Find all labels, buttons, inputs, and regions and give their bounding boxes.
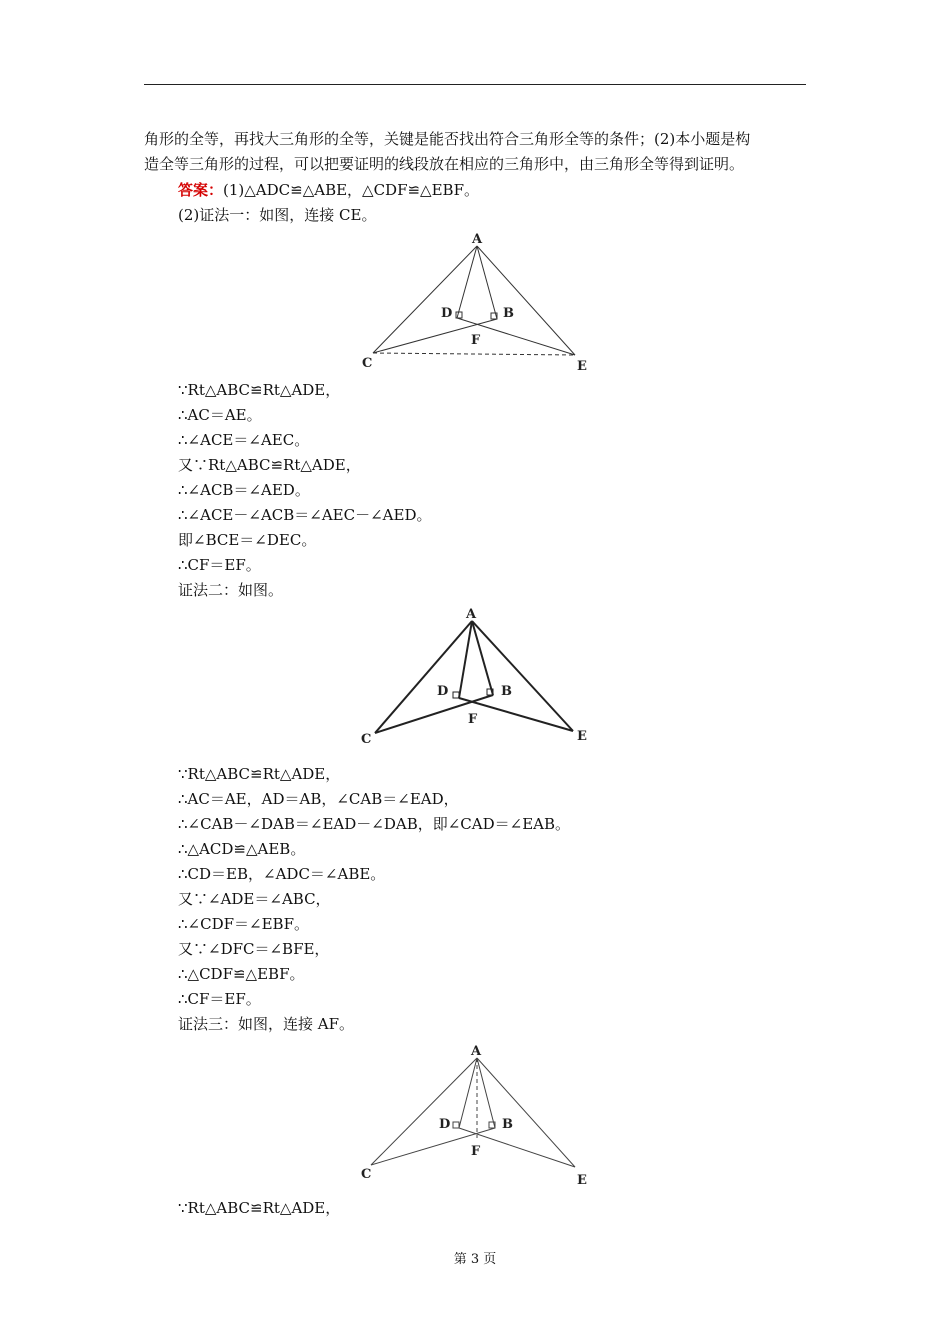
line-CE-dashed — [373, 353, 575, 355]
proof2-line: 又∵∠ADE＝∠ABC， — [178, 890, 331, 908]
proof2-line: 又∵∠DFC＝∠BFE， — [178, 940, 330, 958]
proof1-line: ∴∠ACB＝∠AED。 — [178, 481, 310, 499]
label-A: A — [466, 607, 477, 622]
proof2-line: ∴△ACD≌△AEB。 — [178, 840, 306, 858]
proof2-line: ∴CF＝EF。 — [178, 990, 261, 1008]
figure-3-diagram — [355, 1040, 595, 1190]
answer-label: 答案： — [178, 181, 224, 199]
proof1-line: ∴AC＝AE。 — [178, 406, 262, 424]
label-D: D — [437, 684, 449, 699]
proof1-line: ∵Rt△ABC≌Rt△ADE， — [178, 381, 341, 399]
answer-part1: (1)△ADC≌△ABE，△CDF≌△EBF。 — [223, 181, 479, 199]
answer-line — [178, 180, 479, 200]
label-C: C — [361, 1167, 372, 1182]
line-AC — [375, 621, 472, 733]
label-E: E — [577, 1173, 587, 1188]
proof2-line: ∴∠CAB－∠DAB＝∠EAD－∠DAB，即∠CAD＝∠EAB。 — [178, 815, 571, 833]
proof2-line: ∴∠CDF＝∠EBF。 — [178, 915, 309, 933]
proof2-line: ∴AC＝AE，AD＝AB，∠CAB＝∠EAD， — [178, 790, 459, 808]
method2-intro: 证法二：如图。 — [178, 581, 284, 599]
intro-paragraph — [144, 127, 806, 177]
header-rule — [144, 84, 806, 85]
intro-line-2: 造全等三角形的过程，可以把要证明的线段放在相应的三角形中，由三角形全等得到证明。 — [144, 155, 745, 173]
proof2-line: ∴CD＝EB，∠ADC＝∠ABE。 — [178, 865, 386, 883]
label-B: B — [502, 1117, 513, 1132]
label-B: B — [503, 306, 514, 321]
method1-intro: (2)证法一：如图，连接 CE。 — [178, 206, 377, 224]
label-C: C — [362, 356, 373, 371]
page-number: 第 3 页 — [453, 1252, 497, 1267]
label-B: B — [501, 684, 512, 699]
label-A: A — [471, 1044, 482, 1059]
label-D: D — [441, 306, 453, 321]
label-F: F — [471, 333, 481, 348]
line-AC — [373, 246, 477, 353]
label-A: A — [472, 232, 483, 247]
proof2-line: ∵Rt△ABC≌Rt△ADE， — [178, 765, 341, 783]
label-D: D — [439, 1117, 451, 1132]
line-AD — [459, 1058, 477, 1128]
right-angle-D — [453, 1122, 459, 1128]
proof1-line: ∴CF＝EF。 — [178, 556, 261, 574]
proof1-line: ∴∠ACE－∠ACB＝∠AEC－∠AED。 — [178, 506, 432, 524]
label-E: E — [577, 359, 587, 374]
proof3-line: ∵Rt△ABC≌Rt△ADE， — [178, 1199, 341, 1217]
label-F: F — [471, 1144, 481, 1159]
label-E: E — [577, 729, 587, 744]
figure-2-diagram — [355, 603, 595, 748]
intro-line-1: 角形的全等，再找大三角形的全等，关键是能否找出符合三角形全等的条件；(2)本小题是构 — [144, 130, 751, 148]
figure-1-diagram — [355, 228, 595, 376]
right-angle-D — [453, 692, 459, 698]
proof1-line: ∴∠ACE＝∠AEC。 — [178, 431, 310, 449]
proof2-line: ∴△CDF≌△EBF。 — [178, 965, 305, 983]
label-C: C — [361, 732, 372, 747]
proof1-line: 即∠BCE＝∠DEC。 — [178, 531, 317, 549]
proof1-line: 又∵Rt△ABC≌Rt△ADE， — [178, 456, 361, 474]
label-F: F — [468, 712, 478, 727]
method3-intro: 证法三：如图，连接 AF。 — [178, 1015, 355, 1033]
